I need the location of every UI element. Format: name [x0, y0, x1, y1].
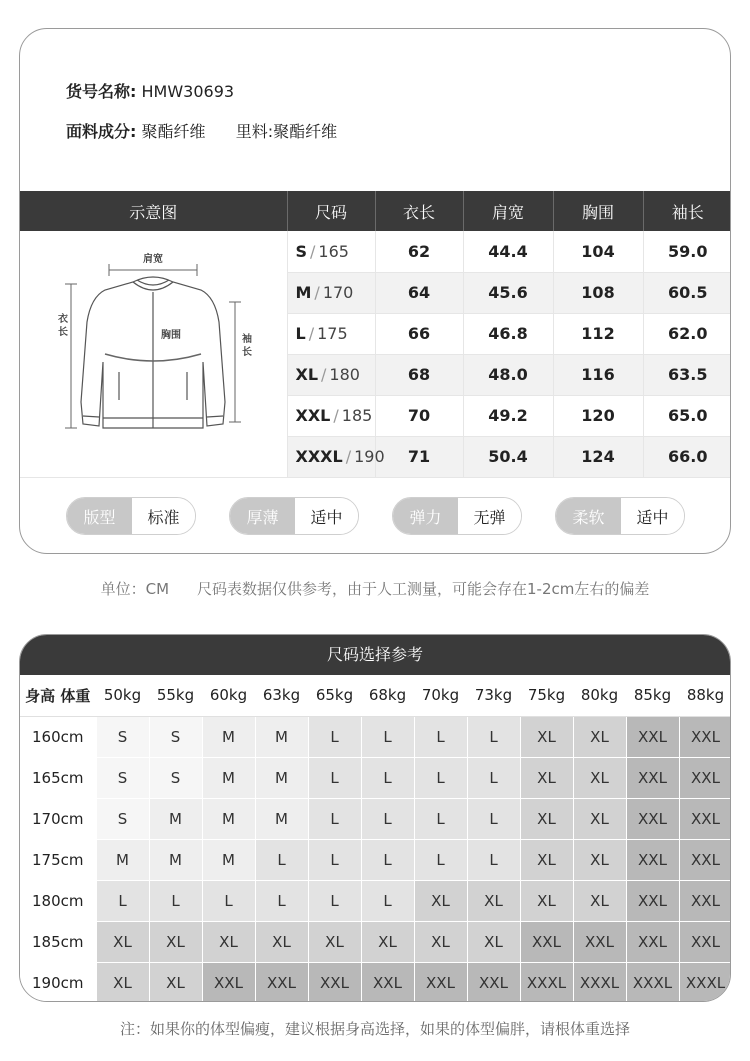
- recommended-size-cell: S: [149, 716, 202, 757]
- recommended-size-cell: XXL: [255, 962, 308, 1002]
- chest-value: 108: [553, 272, 643, 313]
- recommended-size-cell: XL: [573, 716, 626, 757]
- weight-header: 65kg: [308, 675, 361, 716]
- recommended-size-cell: M: [255, 757, 308, 798]
- sleeve-label-2: 长: [242, 346, 253, 358]
- header-sleeve: 袖长: [643, 191, 731, 231]
- recommended-size-cell: M: [255, 798, 308, 839]
- lining-label: 里料:: [235, 122, 274, 141]
- recommended-size-cell: XXL: [679, 921, 731, 962]
- sleeve-value: 66.0: [643, 436, 731, 477]
- tag-softness: [555, 497, 685, 535]
- recommended-size-cell: XL: [573, 798, 626, 839]
- recommended-size-cell: XXL: [679, 757, 731, 798]
- shoulder-value: 45.6: [463, 272, 553, 313]
- size-cell: [287, 436, 385, 477]
- reference-header-row: [20, 675, 731, 716]
- recommended-size-cell: M: [202, 757, 255, 798]
- length-value: 70: [375, 395, 463, 436]
- length-value: 68: [375, 354, 463, 395]
- reference-row: [20, 962, 731, 1002]
- recommended-size-cell: XXL: [520, 921, 573, 962]
- tag-thickness-key: 厚薄: [230, 498, 295, 534]
- reference-row: [20, 921, 731, 962]
- item-number-row: [66, 79, 234, 102]
- recommended-size-cell: XL: [520, 798, 573, 839]
- item-number-value: HMW30693: [141, 82, 235, 101]
- weight-header: 55kg: [149, 675, 202, 716]
- size-chart-card: [19, 28, 731, 554]
- height-header: 165cm: [20, 757, 96, 798]
- shoulder-value: 50.4: [463, 436, 553, 477]
- reference-row: [20, 798, 731, 839]
- reference-row: [20, 839, 731, 880]
- recommended-size-cell: XL: [573, 839, 626, 880]
- recommended-size-cell: L: [361, 716, 414, 757]
- height-header: 180cm: [20, 880, 96, 921]
- size-code: L: [295, 324, 306, 343]
- weight-header: 88kg: [679, 675, 731, 716]
- recommended-size-cell: M: [149, 839, 202, 880]
- weight-header: 50kg: [96, 675, 149, 716]
- recommended-size-cell: L: [308, 716, 361, 757]
- size-height: 175: [317, 324, 348, 343]
- recommended-size-cell: L: [414, 798, 467, 839]
- sleeve-value: 59.0: [643, 231, 731, 272]
- slash: /: [345, 447, 352, 466]
- shoulder-label: 肩宽: [143, 253, 164, 265]
- weight-header: 73kg: [467, 675, 520, 716]
- recommended-size-cell: L: [361, 798, 414, 839]
- size-height: 165: [318, 241, 349, 261]
- jacket-diagram-icon: [53, 242, 253, 462]
- weight-header: 80kg: [573, 675, 626, 716]
- recommended-size-cell: M: [255, 716, 308, 757]
- recommended-size-cell: XL: [361, 921, 414, 962]
- sleeve-value: 62.0: [643, 313, 731, 354]
- recommended-size-cell: XL: [414, 921, 467, 962]
- length-label-2: 长: [58, 326, 69, 338]
- recommended-size-cell: XXXL: [520, 962, 573, 1002]
- tag-elasticity: [392, 497, 522, 535]
- unit-label: 单位：CM: [100, 580, 170, 598]
- header-shoulder: 肩宽: [463, 191, 553, 231]
- recommended-size-cell: L: [361, 839, 414, 880]
- header-diagram: 示意图: [20, 191, 287, 231]
- recommended-size-cell: L: [414, 716, 467, 757]
- recommended-size-cell: L: [467, 716, 520, 757]
- size-height: 185: [341, 406, 373, 425]
- reference-row: [20, 757, 731, 798]
- recommended-size-cell: L: [467, 839, 520, 880]
- recommended-size-cell: L: [308, 798, 361, 839]
- sleeve-value: 63.5: [643, 354, 731, 395]
- chest-value: 120: [553, 395, 643, 436]
- recommended-size-cell: L: [467, 757, 520, 798]
- reference-title: 尺码选择参考: [20, 635, 730, 675]
- recommended-size-cell: M: [202, 839, 255, 880]
- weight-header: 63kg: [255, 675, 308, 716]
- recommended-size-cell: M: [149, 798, 202, 839]
- recommended-size-cell: XL: [202, 921, 255, 962]
- size-height: 170: [322, 283, 354, 302]
- recommended-size-cell: XXL: [361, 962, 414, 1002]
- size-code: M: [295, 283, 312, 302]
- recommended-size-cell: L: [255, 880, 308, 921]
- recommended-size-cell: XXXL: [679, 962, 731, 1002]
- recommended-size-cell: XL: [149, 962, 202, 1002]
- recommended-size-cell: L: [96, 880, 149, 921]
- recommended-size-cell: L: [308, 839, 361, 880]
- height-header: 160cm: [20, 716, 96, 757]
- size-cell: [287, 313, 375, 354]
- recommended-size-cell: XXL: [626, 921, 679, 962]
- recommended-size-cell: L: [308, 880, 361, 921]
- tag-softness-value: 适中: [621, 498, 684, 534]
- sleeve-value: 65.0: [643, 395, 731, 436]
- tag-softness-key: 柔软: [556, 498, 621, 534]
- recommended-size-cell: L: [308, 757, 361, 798]
- recommended-size-cell: XXL: [414, 962, 467, 1002]
- recommended-size-cell: XL: [149, 921, 202, 962]
- height-header: 175cm: [20, 839, 96, 880]
- size-code: XXXL: [295, 447, 343, 466]
- chest-value: 124: [553, 436, 643, 477]
- sleeve-value: 60.5: [643, 272, 731, 313]
- height-header: 185cm: [20, 921, 96, 962]
- size-table-header: [20, 191, 731, 231]
- size-code: S: [295, 241, 308, 261]
- slash: /: [321, 365, 327, 384]
- weight-header: 85kg: [626, 675, 679, 716]
- tag-fit-key: 版型: [67, 498, 132, 534]
- recommended-size-cell: L: [255, 839, 308, 880]
- tag-elasticity-key: 弹力: [393, 498, 458, 534]
- recommended-size-cell: S: [96, 716, 149, 757]
- disclaimer: 尺码表数据仅供参考，由于人工测量，可能会存在1-2cm左右的偏差: [197, 580, 650, 598]
- recommended-size-cell: L: [414, 757, 467, 798]
- chest-value: 104: [553, 231, 643, 272]
- recommended-size-cell: XL: [573, 757, 626, 798]
- size-reference-card: [19, 634, 731, 1002]
- recommended-size-cell: XXL: [626, 880, 679, 921]
- recommended-size-cell: XXXL: [573, 962, 626, 1002]
- jacket-diagram: [20, 231, 287, 477]
- size-code: XL: [295, 365, 319, 384]
- recommended-size-cell: XXL: [626, 798, 679, 839]
- recommended-size-cell: XXL: [626, 757, 679, 798]
- weight-header: 70kg: [414, 675, 467, 716]
- weight-header: 75kg: [520, 675, 573, 716]
- recommended-size-cell: XL: [520, 839, 573, 880]
- shoulder-value: 46.8: [463, 313, 553, 354]
- tag-fit: [66, 497, 196, 535]
- unit-note: [0, 578, 750, 599]
- recommended-size-cell: L: [149, 880, 202, 921]
- recommended-size-cell: L: [414, 839, 467, 880]
- recommended-size-cell: XL: [414, 880, 467, 921]
- size-cell: [287, 231, 375, 272]
- header-size: 尺码: [287, 191, 375, 231]
- recommended-size-cell: S: [96, 798, 149, 839]
- size-cell: [287, 395, 375, 436]
- bottom-note: 注：如果你的体型偏瘦，建议根据身高选择，如果的体型偏胖，请根体重选择: [119, 1020, 630, 1038]
- size-height: 190: [354, 447, 385, 466]
- recommended-size-cell: L: [361, 880, 414, 921]
- slash: /: [333, 406, 339, 425]
- recommended-size-cell: XL: [520, 716, 573, 757]
- attribute-tags: [20, 497, 731, 535]
- slash: /: [314, 283, 320, 302]
- recommended-size-cell: L: [361, 757, 414, 798]
- chest-value: 116: [553, 354, 643, 395]
- tag-thickness-value: 适中: [295, 498, 358, 534]
- recommended-size-cell: XXL: [679, 716, 731, 757]
- reference-row: [20, 716, 731, 757]
- recommended-size-cell: XL: [520, 880, 573, 921]
- recommended-size-cell: XL: [96, 921, 149, 962]
- height-weight-corner: 身高 体重: [20, 675, 96, 716]
- recommended-size-cell: XL: [467, 921, 520, 962]
- weight-header: 68kg: [361, 675, 414, 716]
- recommended-size-cell: XXL: [573, 921, 626, 962]
- recommended-size-cell: XL: [520, 757, 573, 798]
- recommended-size-cell: XXL: [626, 839, 679, 880]
- shoulder-value: 49.2: [463, 395, 553, 436]
- slash: /: [308, 324, 315, 343]
- fabric-label: 面料成分:: [66, 122, 137, 141]
- recommended-size-cell: XXL: [467, 962, 520, 1002]
- length-value: 66: [375, 313, 463, 354]
- recommended-size-cell: XL: [467, 880, 520, 921]
- header-length: 衣长: [375, 191, 463, 231]
- recommended-size-cell: XXL: [308, 962, 361, 1002]
- length-value: 71: [375, 436, 463, 477]
- chest-value: 112: [553, 313, 643, 354]
- fabric-row: [66, 119, 337, 142]
- recommended-size-cell: M: [96, 839, 149, 880]
- length-value: 64: [375, 272, 463, 313]
- size-cell: [287, 272, 375, 313]
- item-number-label: 货号名称:: [66, 82, 137, 101]
- recommended-size-cell: XL: [308, 921, 361, 962]
- tag-thickness: [229, 497, 359, 535]
- recommended-size-cell: S: [149, 757, 202, 798]
- length-label-1: 衣: [58, 313, 69, 325]
- recommended-size-cell: M: [202, 798, 255, 839]
- chest-label: 胸围: [161, 329, 182, 341]
- size-row-s: [20, 231, 731, 272]
- recommended-size-cell: XXL: [679, 798, 731, 839]
- length-value: 62: [375, 231, 463, 272]
- recommended-size-cell: XL: [96, 962, 149, 1002]
- fabric-value: 聚酯纤维: [141, 122, 206, 141]
- recommended-size-cell: XL: [573, 880, 626, 921]
- recommended-size-cell: XXL: [626, 716, 679, 757]
- weight-header: 60kg: [202, 675, 255, 716]
- recommended-size-cell: M: [202, 716, 255, 757]
- recommended-size-cell: XL: [255, 921, 308, 962]
- recommended-size-cell: L: [202, 880, 255, 921]
- reference-row: [20, 880, 731, 921]
- height-header: 190cm: [20, 962, 96, 1002]
- header-chest: 胸围: [553, 191, 643, 231]
- slash: /: [310, 241, 316, 261]
- size-cell: [287, 354, 375, 395]
- recommended-size-cell: S: [96, 757, 149, 798]
- tag-elasticity-value: 无弹: [458, 498, 521, 534]
- recommended-size-cell: XXL: [679, 880, 731, 921]
- size-height: 180: [329, 365, 360, 384]
- recommended-size-cell: L: [467, 798, 520, 839]
- size-table: [20, 191, 731, 478]
- recommended-size-cell: XXL: [679, 839, 731, 880]
- tag-fit-value: 标准: [132, 498, 195, 534]
- lining-value: 聚酯纤维: [273, 122, 338, 141]
- height-header: 170cm: [20, 798, 96, 839]
- size-reference-table: [20, 675, 731, 1002]
- size-code: XXL: [295, 406, 331, 425]
- recommended-size-cell: XXXL: [626, 962, 679, 1002]
- shoulder-value: 48.0: [463, 354, 553, 395]
- sleeve-label-1: 袖: [242, 333, 253, 345]
- recommended-size-cell: XXL: [202, 962, 255, 1002]
- shoulder-value: 44.4: [463, 231, 553, 272]
